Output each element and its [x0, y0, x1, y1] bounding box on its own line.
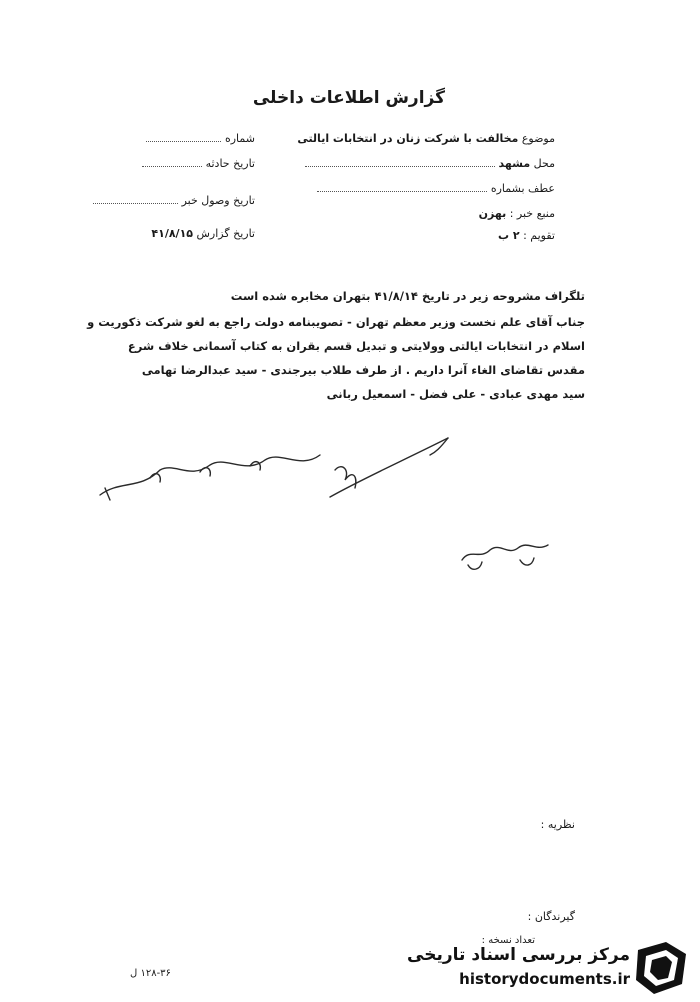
report-date-value: ۴۱/۸/۱۵: [151, 227, 193, 240]
archive-logo-icon: [632, 940, 690, 996]
copies-label: تعداد نسخه :: [481, 935, 535, 946]
subject-value: مخالفت با شرکت زنان در انتخابات ایالتی: [297, 132, 519, 145]
watermark-title: مرکز بررسی اسناد تاریخی: [407, 945, 630, 965]
source-label: منبع خبر :: [509, 207, 555, 220]
location-label: محل: [533, 157, 555, 170]
body-line: سید مهدی عبادی - علی فضل - اسمعیل ربانی: [326, 387, 585, 401]
opinion-label: نظریه :: [540, 818, 575, 831]
body-line: مقدس تقاضای الغاء آنرا داریم . از طرف طلاب بیرجندی - سید عبدالرضا تهامی: [141, 363, 585, 377]
watermark-url: historydocuments.ir: [459, 970, 630, 988]
number-label: شماره: [224, 132, 255, 145]
receipt-date-label: تاریخ وصول خبر: [181, 194, 255, 207]
source-value: بهزن: [478, 207, 507, 220]
subject-label: موضوع: [521, 132, 555, 145]
location-value: مشهد: [498, 157, 531, 170]
recipients-label: گیرندگان :: [527, 910, 575, 923]
body-line: اسلام در انتخابات ایالتی وولایتی و تبدیل قسم بقران به کتاب آسمانی خلاف شرع: [127, 339, 585, 353]
reference-label: عطف بشماره: [490, 182, 555, 195]
body-line: تلگراف مشروحه زیر در تاریخ ۴۱/۸/۱۴ بتهران مخابره شده است: [230, 289, 585, 303]
incident-date-label: تاریخ حادثه: [205, 157, 255, 170]
calendar-label: تقویم :: [523, 229, 555, 242]
form-code: ۱۲۸-۳۶ ل: [130, 968, 171, 979]
calendar-value: ۲ ب: [497, 229, 520, 242]
body-line: جناب آقای علم نخست وزیر معظم تهران - تصویبنامه دولت راجع به لغو شرکت ذکوریت و: [87, 315, 585, 329]
report-date-label: تاریخ گزارش: [196, 227, 255, 240]
report-title: گزارش اطلاعات داخلی: [252, 88, 445, 108]
